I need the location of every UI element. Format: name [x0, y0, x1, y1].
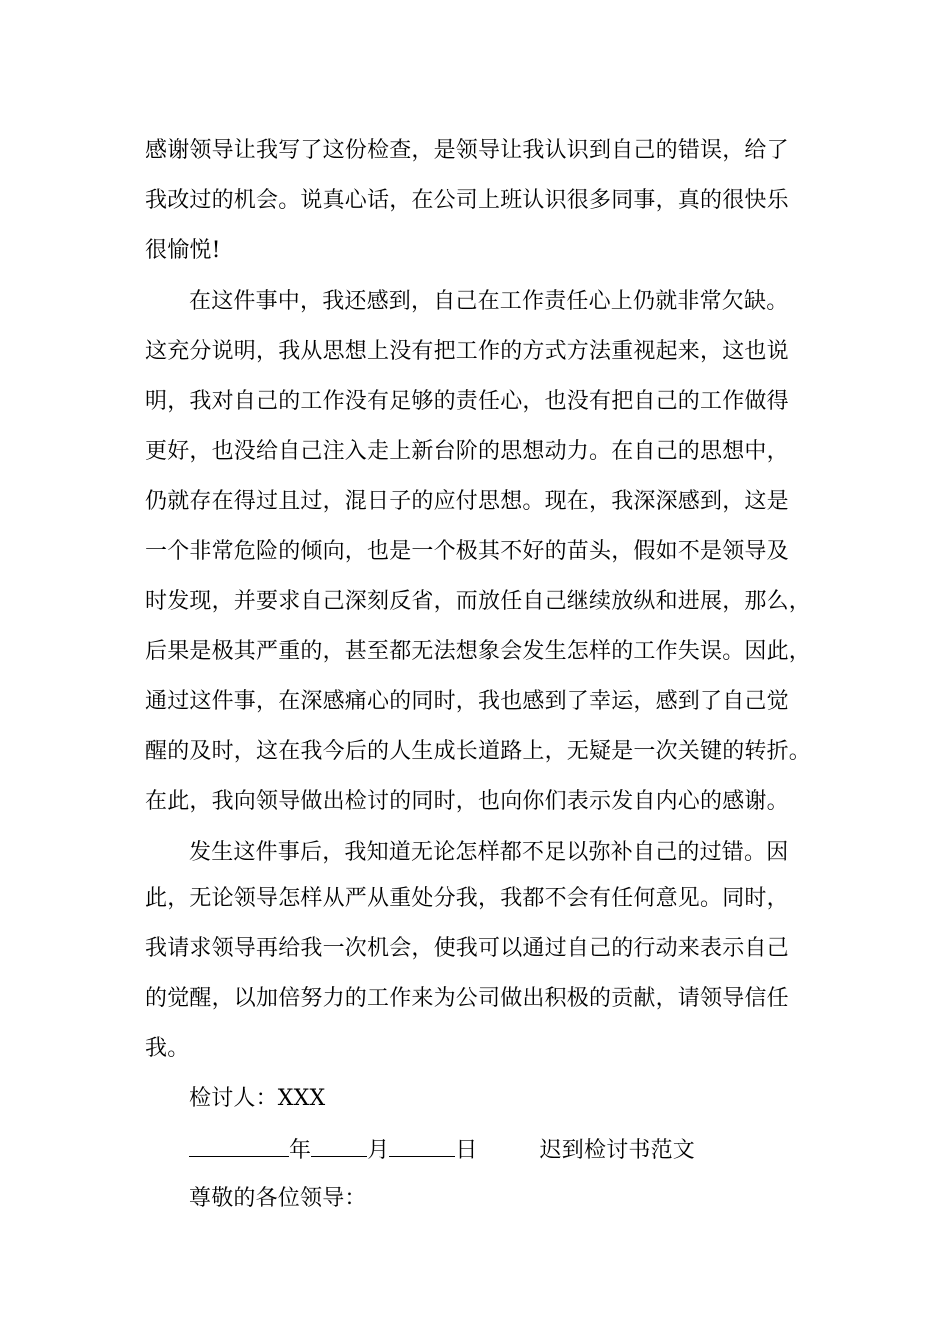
paragraph-2-line-1: 在这件事中，我还感到，自己在工作责任心上仍就非常欠缺。 [189, 289, 789, 314]
paragraph-3-line-2: 此，无论领导怎样从严从重处分我，我都不会有任何意见。同时， [145, 886, 789, 911]
paragraph-2-line-10: 醒的及时，这在我今后的人生成长道路上，无疑是一次关键的转折。 [145, 739, 812, 764]
salutation: 尊敬的各位领导： [189, 1186, 367, 1211]
paragraph-2-line-11: 在此，我向领导做出检讨的同时，也向你们表示发自内心的感谢。 [145, 789, 789, 814]
month-label: 月 [367, 1138, 390, 1163]
paragraph-2-line-2: 这充分说明，我从思想上没有把工作的方式方法重视起来，这也说 [145, 339, 789, 364]
paragraph-2-line-5: 仍就存在得过且过，混日子的应付思想。现在，我深深感到，这是 [145, 489, 789, 514]
day-label: 日 [455, 1138, 478, 1163]
paragraph-3-line-3: 我请求领导再给我一次机会，使我可以通过自己的行动来表示自己 [145, 936, 789, 961]
signature: 检讨人：XXX [189, 1086, 326, 1111]
year-label: 年 [289, 1138, 312, 1163]
paragraph-3-line-1: 发生这件事后，我知道无论怎样都不足以弥补自己的过错。因 [189, 840, 789, 865]
paragraph-3-line-4: 的觉醒，以加倍努力的工作来为公司做出积极的贡献，请领导信任 [145, 986, 789, 1011]
date-line [189, 1136, 695, 1164]
paragraph-1-line-1: 感谢领导让我写了这份检查，是领导让我认识到自己的错误，给了 [145, 138, 789, 163]
paragraph-1-line-3: 很愉悦! [145, 238, 221, 263]
paragraph-2-line-8: 后果是极其严重的，甚至都无法想象会发生怎样的工作失误。因此， [145, 639, 812, 664]
paragraph-2-line-6: 一个非常危险的倾向，也是一个极其不好的苗头，假如不是领导及 [145, 539, 789, 564]
month-blank [311, 1136, 367, 1157]
paragraph-2-line-3: 明，我对自己的工作没有足够的责任心，也没有把自己的工作做得 [145, 389, 789, 414]
paragraph-3-line-5: 我。 [145, 1036, 190, 1061]
year-blank [189, 1136, 289, 1157]
paragraph-1-line-2: 我改过的机会。说真心话，在公司上班认识很多同事，真的很快乐 [145, 188, 789, 213]
next-document-title: 迟到检讨书范文 [539, 1138, 696, 1163]
paragraph-2-line-4: 更好，也没给自己注入走上新台阶的思想动力。在自己的思想中， [145, 439, 789, 464]
day-blank [389, 1136, 455, 1157]
paragraph-2-line-9: 通过这件事，在深感痛心的同时，我也感到了幸运，感到了自己觉 [145, 689, 789, 714]
paragraph-2-line-7: 时发现，并要求自己深刻反省，而放任自己继续放纵和进展，那么， [145, 589, 812, 614]
